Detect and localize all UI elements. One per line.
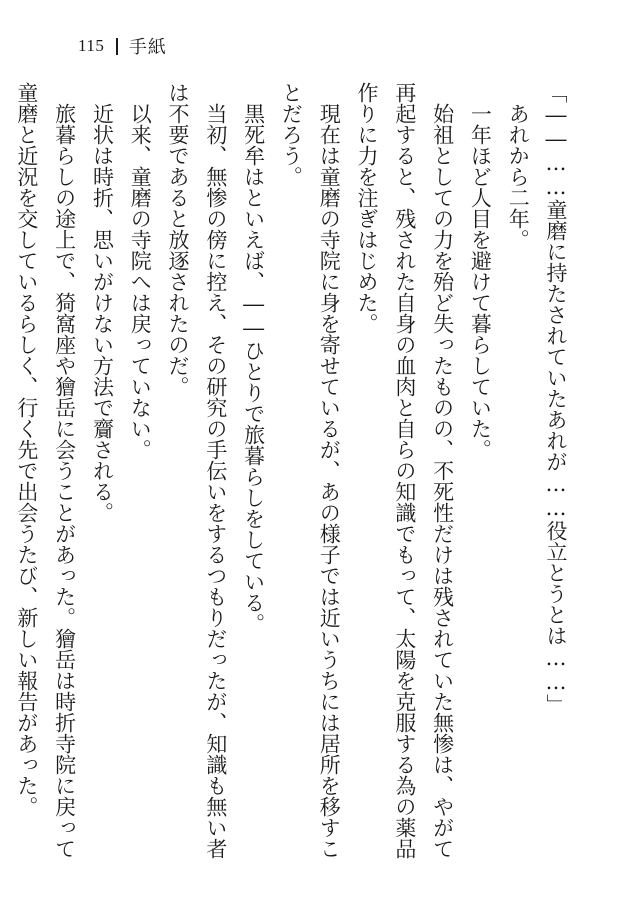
text-line: 旅暮らしの途上で、猗窩座や獪岳に会うことがあった。獪岳は時折寺院に戻って [52, 82, 77, 859]
text-line: とだろう。 [279, 82, 304, 187]
text-line: 以来、童磨の寺院へは戻っていない。 [128, 82, 153, 460]
text-line: あれから二年。 [506, 82, 531, 250]
text-line: は不要であると放逐されたのだ。 [166, 82, 191, 397]
text-line: 近状は時折、思いがけない方法で齎される。 [90, 82, 115, 523]
page-header [78, 34, 167, 58]
text-line: 「――……童磨に持たされていたあれが……役立とうとは……」 [544, 82, 568, 715]
text-line: 一年ほど人目を避けて暮らしていた。 [468, 82, 493, 460]
body-text [14, 82, 574, 882]
text-line: 黒死牟はといえば、――ひとりで旅暮らしをしている。 [241, 82, 266, 634]
text-line: 当初、無惨の傍に控え、その研究の手伝いをするつもりだったが、知識も無い者 [203, 82, 228, 859]
text-line: 再起すると、残された自身の血肉と自らの知識でもって、太陽を克服する為の薬品 [392, 82, 417, 859]
text-line: 現在は童磨の寺院に身を寄せているが、あの様子では近いうちには居所を移すこ [317, 82, 342, 859]
page-number: 115 [78, 36, 105, 55]
text-line: 童磨と近況を交しているらしく、行く先で出会うたび、新しい報告があった。 [14, 82, 39, 817]
text-line: 始祖としての力を殆ど失ったものの、不死性だけは残されていた無惨は、やがて [430, 82, 455, 859]
text-line: 作りに力を注ぎはじめた。 [355, 82, 380, 334]
chapter-title: 手紙 [128, 37, 167, 58]
header-separator [116, 38, 118, 55]
